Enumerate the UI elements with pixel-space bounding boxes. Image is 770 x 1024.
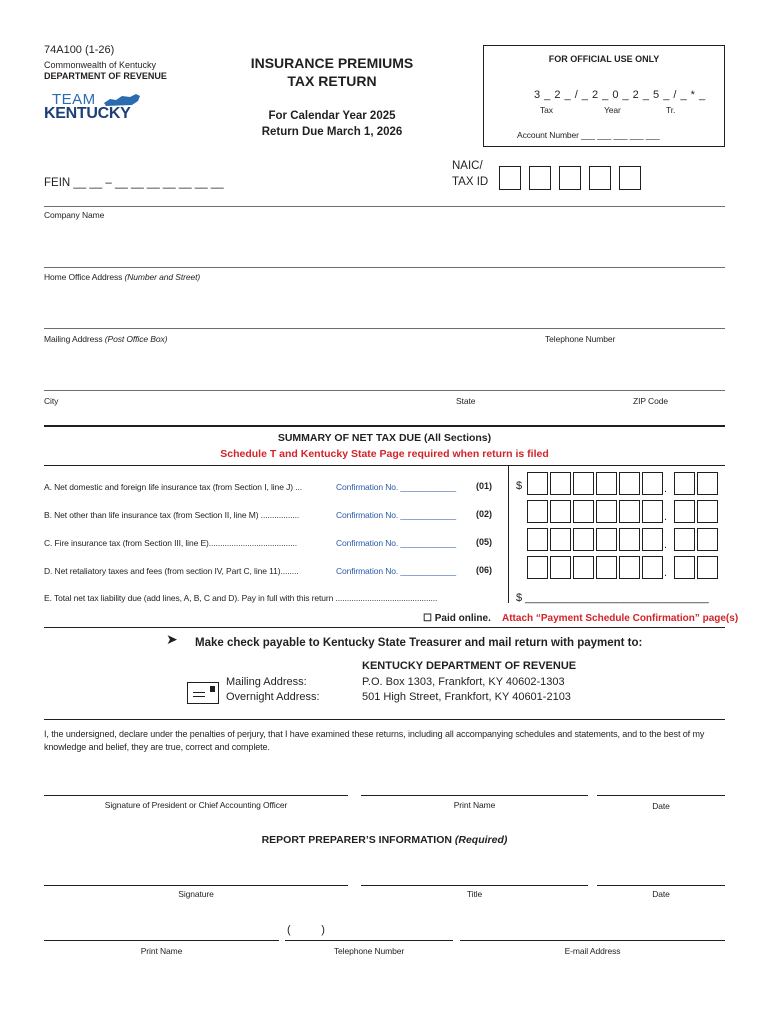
cents-digit-box[interactable]: [674, 556, 695, 579]
line-e-text: E. Total net tax liability due (add lines, A, B, C and D). Pay in full with this return .............................................: [44, 593, 438, 603]
amount-digit-box[interactable]: [527, 472, 548, 495]
amount-digit-box[interactable]: [573, 556, 594, 579]
overnight-address-value: 501 High Street, Frankfort, KY 40601-2103: [362, 691, 571, 703]
line-b-confirmation[interactable]: Confirmation No. ____________: [336, 510, 456, 520]
cents-digit-box[interactable]: [697, 500, 718, 523]
naic-digit-box[interactable]: [619, 166, 641, 190]
officer-date-label: Date: [652, 801, 670, 811]
line-a-text: A. Net domestic and foreign life insurance tax (from Section I, line J) ...: [44, 482, 303, 492]
city-label: City: [44, 396, 59, 406]
cents-digit-box[interactable]: [674, 528, 695, 551]
logo-team-text: TEAM: [52, 91, 96, 108]
preparer-signature-label: Signature: [178, 889, 214, 899]
zip-label: ZIP Code: [633, 396, 668, 406]
amount-digit-box[interactable]: [573, 472, 594, 495]
naic-digit-box[interactable]: [559, 166, 581, 190]
official-use-box: [483, 45, 725, 147]
mailing-address-line[interactable]: [44, 328, 725, 329]
amount-digit-box[interactable]: [573, 528, 594, 551]
fein-field[interactable]: FEIN __ __ – __ __ __ __ __ __ __: [44, 177, 224, 189]
officer-print-name-label: Print Name: [453, 800, 496, 810]
mailing-address-value: P.O. Box 1303, Frankfort, KY 40602-1303: [362, 676, 565, 688]
payment-instruction: Make check payable to Kentucky State Treasurer and mail return with payment to:: [195, 637, 643, 649]
amount-digit-box[interactable]: [527, 528, 548, 551]
amount-digit-box[interactable]: [527, 556, 548, 579]
line-a-code: (01): [476, 481, 493, 491]
summary-heading: SUMMARY OF NET TAX DUE (All Sections): [277, 432, 492, 444]
amount-digit-box[interactable]: [550, 472, 571, 495]
form-number: 74A100 (1-26): [44, 44, 115, 56]
decimal-point: .: [664, 511, 668, 523]
declaration-divider: [44, 719, 725, 720]
commonwealth-label: Commonwealth of Kentucky: [44, 60, 157, 70]
cents-digit-box[interactable]: [674, 472, 695, 495]
preparer-email-label: E-mail Address: [564, 946, 621, 956]
home-office-note: (Number and Street): [124, 272, 201, 282]
naic-label-line2: TAX ID: [452, 176, 489, 188]
dollar-sign: $: [516, 480, 523, 492]
form-title: [232, 54, 432, 90]
preparer-email-line[interactable]: [460, 940, 725, 941]
declaration-text: I, the undersigned, declare under the penalties of perjury, that I have examined these returns, including all accompanying schedules and statements, and to the best of my knowledge and belief, they are true, correct and complete.: [44, 729, 705, 752]
preparer-telephone-line[interactable]: [285, 940, 453, 941]
amount-digit-box[interactable]: [619, 472, 640, 495]
line-c-code: (05): [476, 537, 493, 547]
officer-signature-label: Signature of President or Chief Accounting Officer: [104, 800, 288, 810]
naic-label-line1: NAIC/: [452, 160, 483, 172]
line-c-confirmation[interactable]: Confirmation No. ____________: [336, 538, 456, 548]
amount-digit-box[interactable]: [642, 556, 663, 579]
amount-digit-box[interactable]: [619, 500, 640, 523]
form-title-line1: INSURANCE PREMIUMS: [250, 55, 414, 71]
arrow-icon: ➤: [166, 631, 178, 647]
decimal-point: .: [664, 567, 668, 579]
cents-digit-box[interactable]: [697, 528, 718, 551]
preparer-title-label: Title: [466, 889, 483, 899]
summary-bottom-line: [44, 627, 725, 628]
phone-area-code[interactable]: ( ): [287, 924, 325, 936]
officer-date-line[interactable]: [597, 795, 725, 796]
preparer-date-line[interactable]: [597, 885, 725, 886]
naic-label: [452, 158, 488, 190]
amount-digit-box[interactable]: [596, 472, 617, 495]
line-a-confirmation[interactable]: Confirmation No. ____________: [336, 482, 456, 492]
official-use-heading: FOR OFFICIAL USE ONLY: [548, 54, 660, 64]
city-state-zip-line[interactable]: [44, 390, 725, 391]
amount-digit-box[interactable]: [642, 528, 663, 551]
preparer-signature-line[interactable]: [44, 885, 348, 886]
preparer-date-label: Date: [652, 889, 670, 899]
label-tr: Tr.: [666, 105, 676, 115]
line-d-text: D. Net retaliatory taxes and fees (from section IV, Part C, line 11)........: [44, 566, 299, 576]
amount-digit-box[interactable]: [619, 528, 640, 551]
naic-digit-box[interactable]: [589, 166, 611, 190]
home-office-line[interactable]: [44, 267, 725, 268]
amount-column-divider: [508, 465, 509, 603]
cents-digit-box[interactable]: [697, 472, 718, 495]
company-name-label: Company Name: [44, 210, 105, 220]
preparer-print-name-label: Print Name: [140, 946, 183, 956]
officer-signature-line[interactable]: [44, 795, 348, 796]
amount-digit-box[interactable]: [550, 528, 571, 551]
decimal-point: .: [664, 483, 668, 495]
amount-digit-box[interactable]: [642, 500, 663, 523]
label-tax: Tax: [540, 105, 553, 115]
line-d-confirmation[interactable]: Confirmation No. ____________: [336, 566, 456, 576]
paid-online-checkbox[interactable]: ☐ Paid online.: [423, 613, 491, 624]
label-year: Year: [604, 105, 621, 115]
state-label: State: [456, 396, 476, 406]
company-name-line[interactable]: [44, 206, 725, 207]
agency-name: KENTUCKY DEPARTMENT OF REVENUE: [362, 660, 577, 672]
amount-digit-box[interactable]: [527, 500, 548, 523]
preparer-print-name-line[interactable]: [44, 940, 279, 941]
due-date: Return Due March 1, 2026: [261, 126, 403, 138]
line-b-text: B. Net other than life insurance tax (from Section II, line M) .................: [44, 510, 300, 520]
amount-digit-box[interactable]: [596, 528, 617, 551]
officer-print-name-line[interactable]: [361, 795, 588, 796]
amount-digit-box[interactable]: [573, 500, 594, 523]
line-d-code: (06): [476, 565, 493, 575]
preparer-title-line[interactable]: [361, 885, 588, 886]
home-office-label: [44, 272, 200, 282]
line-c-text: C. Fire insurance tax (from Section III, line E).......................................: [44, 538, 297, 548]
attach-confirmation-note: Attach “Payment Schedule Confirmation” page(s): [502, 613, 739, 624]
amount-digit-box[interactable]: [596, 556, 617, 579]
mailing-address-label: [44, 334, 167, 344]
summary-divider: [44, 425, 725, 427]
cents-digit-box[interactable]: [674, 500, 695, 523]
team-kentucky-logo: [44, 91, 144, 123]
mailing-text: Mailing Address: [44, 334, 103, 344]
summary-subheading: Schedule T and Kentucky State Page required when return is filed: [220, 448, 549, 460]
amount-digit-box[interactable]: [550, 500, 571, 523]
calendar-year: For Calendar Year 2025: [268, 110, 396, 122]
naic-digit-box[interactable]: [529, 166, 551, 190]
logo-kentucky-text: KENTUCKY: [44, 105, 131, 122]
mail-envelope-icon: [187, 682, 219, 704]
cents-digit-box[interactable]: [697, 556, 718, 579]
amount-digit-box[interactable]: [642, 472, 663, 495]
preparer-telephone-label: Telephone Number: [333, 946, 405, 956]
overnight-address-label: Overnight Address:: [226, 691, 320, 703]
line-e-amount-field[interactable]: $ ______________________________: [516, 592, 709, 604]
line-b-code: (02): [476, 509, 493, 519]
amount-digit-box[interactable]: [550, 556, 571, 579]
return-dates: [232, 108, 432, 140]
account-number-field[interactable]: Account Number ___ ___ ___ ___ ___: [517, 130, 660, 140]
mailing-address-label-pay: Mailing Address:: [226, 676, 307, 688]
form-title-line2: TAX RETURN: [287, 73, 377, 89]
preparer-required: (Required): [454, 834, 508, 846]
amount-digit-box[interactable]: [596, 500, 617, 523]
summary-top-line: [44, 465, 725, 466]
preparer-heading: [44, 834, 725, 846]
mailing-note: (Post Office Box): [104, 334, 168, 344]
home-office-text: Home Office Address: [44, 272, 123, 282]
decimal-point: .: [664, 539, 668, 551]
amount-digit-box[interactable]: [619, 556, 640, 579]
preparer-heading-text: REPORT PREPARER’S INFORMATION: [261, 834, 452, 846]
department-label: DEPARTMENT OF REVENUE: [44, 71, 167, 81]
tax-code-line: 3 _ 2 _ / _ 2 _ 0 _ 2 _ 5 _ / _ * _: [534, 89, 706, 101]
naic-digit-box[interactable]: [499, 166, 521, 190]
telephone-label: Telephone Number: [545, 334, 616, 344]
